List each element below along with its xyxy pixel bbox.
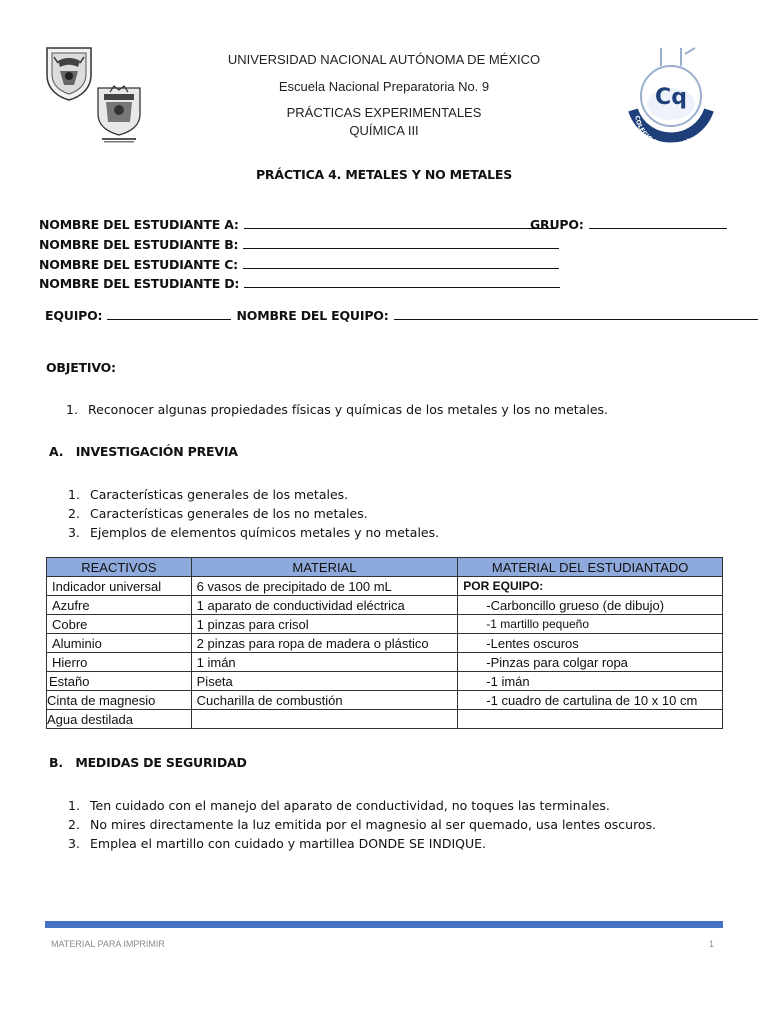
footer-bar — [45, 921, 723, 928]
table-header: REACTIVOS — [47, 558, 192, 577]
table-cell: Cucharilla de combustión — [191, 691, 458, 710]
student-c-label: NOMBRE DEL ESTUDIANTE C: — [39, 257, 238, 272]
section-a-heading — [49, 444, 238, 459]
university-name: UNIVERSIDAD NACIONAL AUTÓNOMA DE MÉXICO — [227, 52, 541, 67]
student-d-label: NOMBRE DEL ESTUDIANTE D: — [39, 276, 240, 291]
table-cell: -1 martillo pequeño — [458, 615, 723, 634]
list-item: 2. Características generales de los no metales. — [68, 506, 368, 521]
table-row — [47, 577, 723, 596]
table-cell: 6 vasos de precipitado de 100 mL — [191, 577, 458, 596]
section-a-list — [68, 485, 748, 542]
section-b-title: MEDIDAS DE SEGURIDAD — [75, 755, 247, 770]
student-a-label: NOMBRE DEL ESTUDIANTE A: — [39, 217, 239, 232]
table-cell: -Carboncillo grueso (de dibujo) — [458, 596, 723, 615]
table-cell: 1 pinzas para crisol — [191, 615, 458, 634]
table-cell — [191, 710, 458, 729]
section-b-letter: B. — [49, 755, 63, 770]
list-item: 3. Emplea el martillo con cuidado y martillea DONDE SE INDIQUE. — [68, 836, 487, 851]
logo-ring-text: COLEGIO D CA — [633, 115, 694, 144]
table-cell: Cobre — [47, 615, 192, 634]
list-item: 1. Reconocer algunas propiedades físicas y químicas de los metales y los no metales. — [66, 402, 609, 417]
table-cell: Indicador universal — [47, 577, 192, 596]
table-cell: Estaño — [47, 672, 192, 691]
table-row — [47, 691, 723, 710]
section-a-title: INVESTIGACIÓN PREVIA — [75, 444, 238, 459]
student-c-field[interactable] — [243, 256, 559, 269]
table-row — [47, 634, 723, 653]
table-cell: Azufre — [47, 596, 192, 615]
logo-letters: Cq — [655, 85, 687, 110]
table-cell: Aluminio — [47, 634, 192, 653]
table-cell: Piseta — [191, 672, 458, 691]
table-cell: 1 imán — [191, 653, 458, 672]
table-cell: -1 cuadro de cartulina de 10 x 10 cm — [458, 691, 723, 710]
student-a-row — [39, 214, 556, 233]
student-d-row — [39, 273, 560, 292]
list-item: 2. No mires directamente la luz emitida por el magnesio al ser quemado, usa lentes oscuros. — [68, 817, 657, 832]
school-name: Escuela Nacional Preparatoria No. 9 — [278, 79, 490, 94]
table-cell: -Pinzas para colgar ropa — [458, 653, 723, 672]
student-a-field[interactable] — [244, 216, 556, 229]
table-cell: -1 imán — [458, 672, 723, 691]
table-row — [47, 596, 723, 615]
table-cell: Hierro — [47, 653, 192, 672]
objetivo-heading: OBJETIVO: — [46, 360, 116, 375]
section-b-heading — [49, 755, 247, 770]
table-cell: Agua destilada — [47, 710, 192, 729]
student-b-field[interactable] — [243, 236, 559, 249]
table-cell: POR EQUIPO: — [458, 577, 723, 596]
grupo-label: GRUPO: — [530, 217, 584, 232]
section-a-letter: A. — [49, 444, 64, 459]
subject-label: QUÍMICA III — [349, 123, 419, 138]
list-item: 1. Características generales de los metales. — [68, 487, 349, 502]
nombre-equipo-label: NOMBRE DEL EQUIPO: — [236, 308, 389, 323]
student-b-label: NOMBRE DEL ESTUDIANTE B: — [39, 237, 239, 252]
table-row — [47, 615, 723, 634]
equipo-field[interactable] — [107, 307, 231, 320]
grupo-field[interactable] — [589, 216, 727, 229]
table-header-row — [47, 558, 723, 577]
grupo-row — [530, 214, 727, 233]
table-header: MATERIAL DEL ESTUDIANTADO — [458, 558, 723, 577]
student-d-field[interactable] — [244, 275, 560, 288]
table-row — [47, 672, 723, 691]
practice-title: PRÁCTICA 4. METALES Y NO METALES — [255, 167, 513, 182]
table-cell: 1 aparato de conductividad eléctrica — [191, 596, 458, 615]
objetivo-list — [66, 400, 746, 419]
list-item: 3. Ejemplos de elementos químicos metales y no metales. — [68, 525, 440, 540]
table-cell — [458, 710, 723, 729]
nombre-equipo-field[interactable] — [394, 307, 758, 320]
section-b-list — [68, 796, 758, 853]
materials-table — [46, 557, 723, 729]
footer-label: MATERIAL PARA IMPRIMIR — [51, 939, 165, 949]
practicas-label: PRÁCTICAS EXPERIMENTALES — [286, 105, 482, 120]
table-header: MATERIAL — [191, 558, 458, 577]
table-row — [47, 710, 723, 729]
student-c-row — [39, 254, 559, 273]
table-cell: 2 pinzas para ropa de madera o plástico — [191, 634, 458, 653]
student-b-row — [39, 234, 559, 253]
table-cell: -Lentes oscuros — [458, 634, 723, 653]
equipo-row — [45, 305, 758, 324]
table-row — [47, 653, 723, 672]
equipo-label: EQUIPO: — [45, 308, 103, 323]
table-cell: Cinta de magnesio — [47, 691, 192, 710]
page-number: 1 — [709, 939, 715, 949]
list-item: 1. Ten cuidado con el manejo del aparato de conductividad, no toques las terminales. — [68, 798, 610, 813]
